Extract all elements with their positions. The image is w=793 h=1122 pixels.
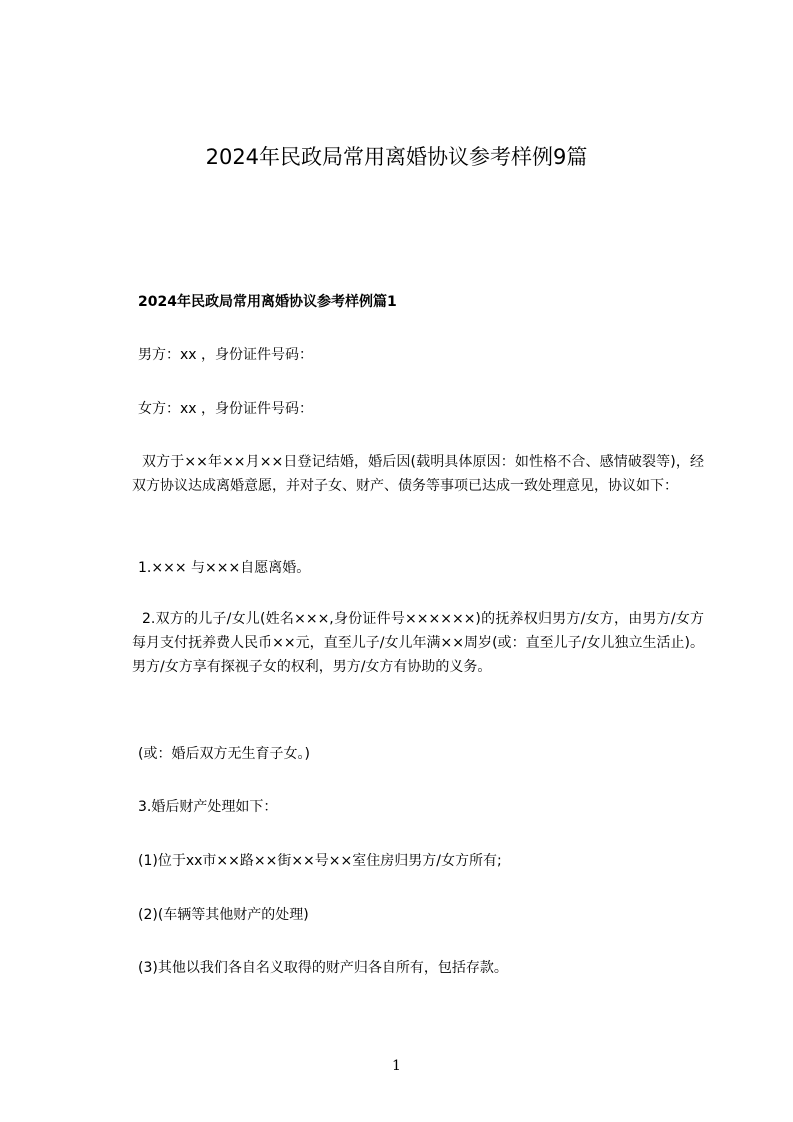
clause-2: 2.双方的儿子/女儿(姓名×××,身份证件号××××××)的抚养权归男方/女方，由男方/女方每月支付抚养费人民币××元，直至儿子/女儿年满××周岁(或：直至儿子/女儿独立生活止)。男方/女方享有探视子女的权利，男方/女方有协助的义务。 xyxy=(132,611,704,675)
intro-paragraph: 双方于××年××月××日登记结婚，婚后因(载明具体原因：如性格不合、感情破裂等)，经双方协议达成离婚意愿，并对子女、财产、债务等事项已达成一致处理意见，协议如下： xyxy=(132,454,704,494)
clause-3-item-3: (3)其他以我们各自名义取得的财产归各自所有，包括存款。 xyxy=(138,960,508,976)
clause-2-alternative: (或：婚后双方无生育子女。) xyxy=(138,746,310,762)
document-title: 2024年民政局常用离婚协议参考样例9篇 xyxy=(205,145,588,169)
clause-1: 1.××× 与×××自愿离婚。 xyxy=(138,560,311,576)
page-number: 1 xyxy=(392,1058,401,1074)
section-heading: 2024年民政局常用离婚协议参考样例篇1 xyxy=(138,294,397,310)
clause-3-item-1: (1)位于xx市××路××街××号××室住房归男方/女方所有; xyxy=(138,853,502,869)
female-party-line: 女方：xx ，身份证件号码： xyxy=(138,401,314,417)
clause-3: 3.婚后财产处理如下： xyxy=(138,799,278,815)
clause-3-item-2: (2)(车辆等其他财产的处理) xyxy=(138,907,309,923)
male-party-line: 男方：xx ，身份证件号码： xyxy=(138,347,314,363)
